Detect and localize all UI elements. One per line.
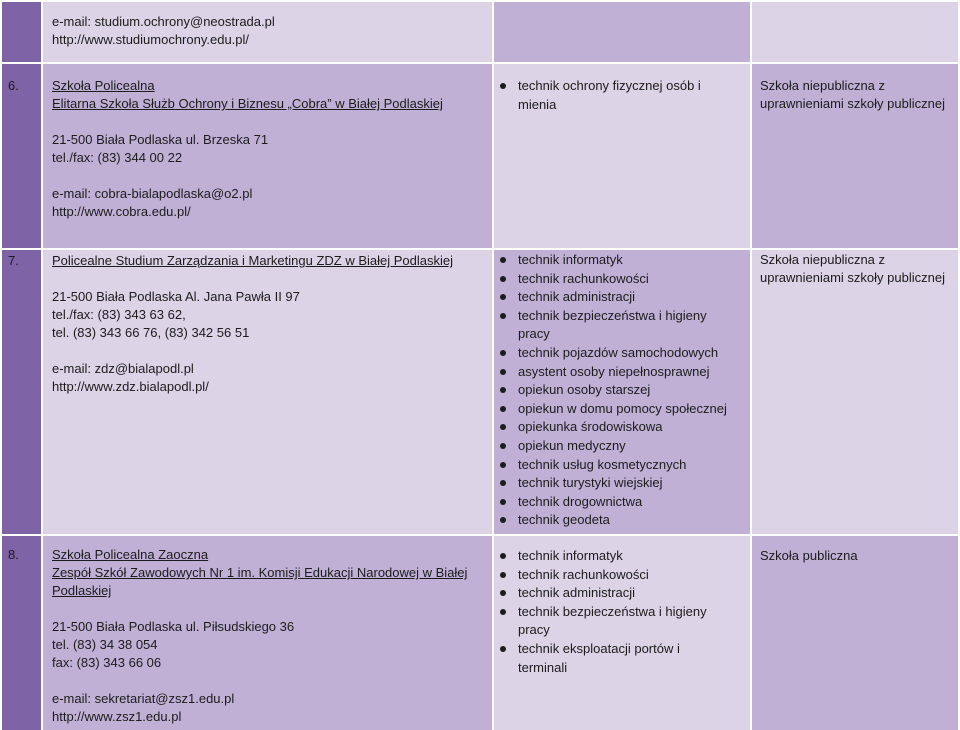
program-item: technik pojazdów samochodowych: [496, 344, 744, 363]
school-email: e-mail: sekretariat@zsz1.edu.pl: [52, 691, 235, 706]
program-item: technik bezpieczeństwa i higieny pracy: [496, 603, 714, 640]
school-phone: tel./fax: (83) 343 63 62,: [52, 307, 186, 322]
row-number-cell: [2, 64, 41, 248]
school-website: http://www.zsz1.edu.pl: [52, 709, 182, 724]
school-name: Elitarna Szkoła Służb Ochrony i Biznesu „Cobra” w Białej Podlaskiej: [52, 96, 443, 111]
school-website: http://www.studiumochrony.edu.pl/: [52, 32, 250, 47]
row-number-cell: [2, 536, 41, 730]
program-item: technik rachunkowości: [496, 566, 744, 585]
school-type-label: uprawnieniami szkoły publicznej: [760, 270, 945, 285]
school-website: http://www.zdz.bialapodl.pl/: [52, 379, 209, 394]
school-info-cell: [43, 250, 492, 534]
school-type-cell: [752, 2, 958, 62]
school-phone: tel. (83) 34 38 054: [52, 637, 158, 652]
school-type-label: Szkoła niepubliczna z: [760, 78, 886, 93]
school-phone: tel./fax: (83) 344 00 22: [52, 150, 183, 165]
school-name: Policealne Studium Zarządzania i Marketingu ZDZ w Białej Podlaskiej: [52, 253, 454, 268]
program-item: opiekun w domu pomocy społecznej: [496, 400, 744, 419]
school-type-cell: [752, 64, 958, 248]
school-type-label: Szkoła publiczna: [760, 548, 858, 563]
school-email: e-mail: zdz@bialapodl.pl: [52, 361, 194, 376]
school-info-cell: [43, 536, 492, 730]
school-info-cell: [43, 2, 492, 62]
school-name: Zespół Szkół Zawodowych Nr 1 im. Komisji Edukacji Narodowej w Białej Podlaskiej: [52, 565, 468, 598]
row-number: 6.: [8, 78, 19, 93]
school-type-heading: Szkoła Policealna Zaoczna: [52, 547, 209, 562]
row-number: 8.: [8, 547, 19, 562]
programs-cell: [494, 536, 750, 730]
program-item: technik informatyk: [496, 251, 744, 270]
school-fax: fax: (83) 343 66 06: [52, 655, 162, 670]
program-item: asystent osoby niepełnosprawnej: [496, 363, 744, 382]
program-item: technik rachunkowości: [496, 270, 744, 289]
school-type-cell: [752, 536, 958, 730]
school-address: 21-500 Biała Podlaska ul. Piłsudskiego 36: [52, 619, 295, 634]
row-number-cell: [2, 2, 41, 62]
school-email: e-mail: cobra-bialapodlaska@o2.pl: [52, 186, 253, 201]
school-type-heading: Szkoła Policealna: [52, 78, 155, 93]
program-item: technik administracji: [496, 584, 744, 603]
school-info-cell: [43, 64, 492, 248]
spacer: [52, 270, 492, 288]
spacer: [52, 113, 492, 131]
row-number: 7.: [8, 253, 19, 268]
program-item: opiekun medyczny: [496, 437, 744, 456]
spacer: [52, 342, 492, 360]
program-list: [496, 547, 744, 677]
spacer: [52, 600, 492, 618]
program-item: technik ochrony fizycznej osób i mienia: [496, 77, 718, 114]
school-address: 21-500 Biała Podlaska Al. Jana Pawła II 97: [52, 289, 300, 304]
school-phone: tel. (83) 343 66 76, (83) 342 56 51: [52, 325, 250, 340]
spacer: [52, 672, 492, 690]
programs-cell: [494, 2, 750, 62]
program-item: technik turystyki wiejskiej: [496, 474, 744, 493]
program-item: technik administracji: [496, 288, 744, 307]
program-item: technik drogownictwa: [496, 493, 744, 512]
school-type-label: uprawnieniami szkoły publicznej: [760, 96, 945, 111]
school-type-label: Szkoła niepubliczna z: [760, 252, 886, 267]
program-item: opiekun osoby starszej: [496, 381, 744, 400]
program-item: technik usług kosmetycznych: [496, 456, 744, 475]
school-website: http://www.cobra.edu.pl/: [52, 204, 191, 219]
program-item: technik geodeta: [496, 511, 744, 530]
program-list: [496, 251, 744, 530]
program-item: technik bezpieczeństwa i higieny pracy: [496, 307, 714, 344]
program-item: opiekunka środowiskowa: [496, 418, 744, 437]
program-item: technik informatyk: [496, 547, 744, 566]
program-list: [496, 77, 742, 114]
spacer: [52, 167, 492, 185]
programs-cell: [494, 64, 750, 248]
school-type-cell: [752, 250, 958, 534]
program-item: technik eksploatacji portów i terminali: [496, 640, 708, 677]
school-address: 21-500 Biała Podlaska ul. Brzeska 71: [52, 132, 269, 147]
row-number-cell: [2, 250, 41, 534]
school-email: e-mail: studium.ochrony@neostrada.pl: [52, 14, 275, 29]
programs-cell: [494, 250, 750, 534]
